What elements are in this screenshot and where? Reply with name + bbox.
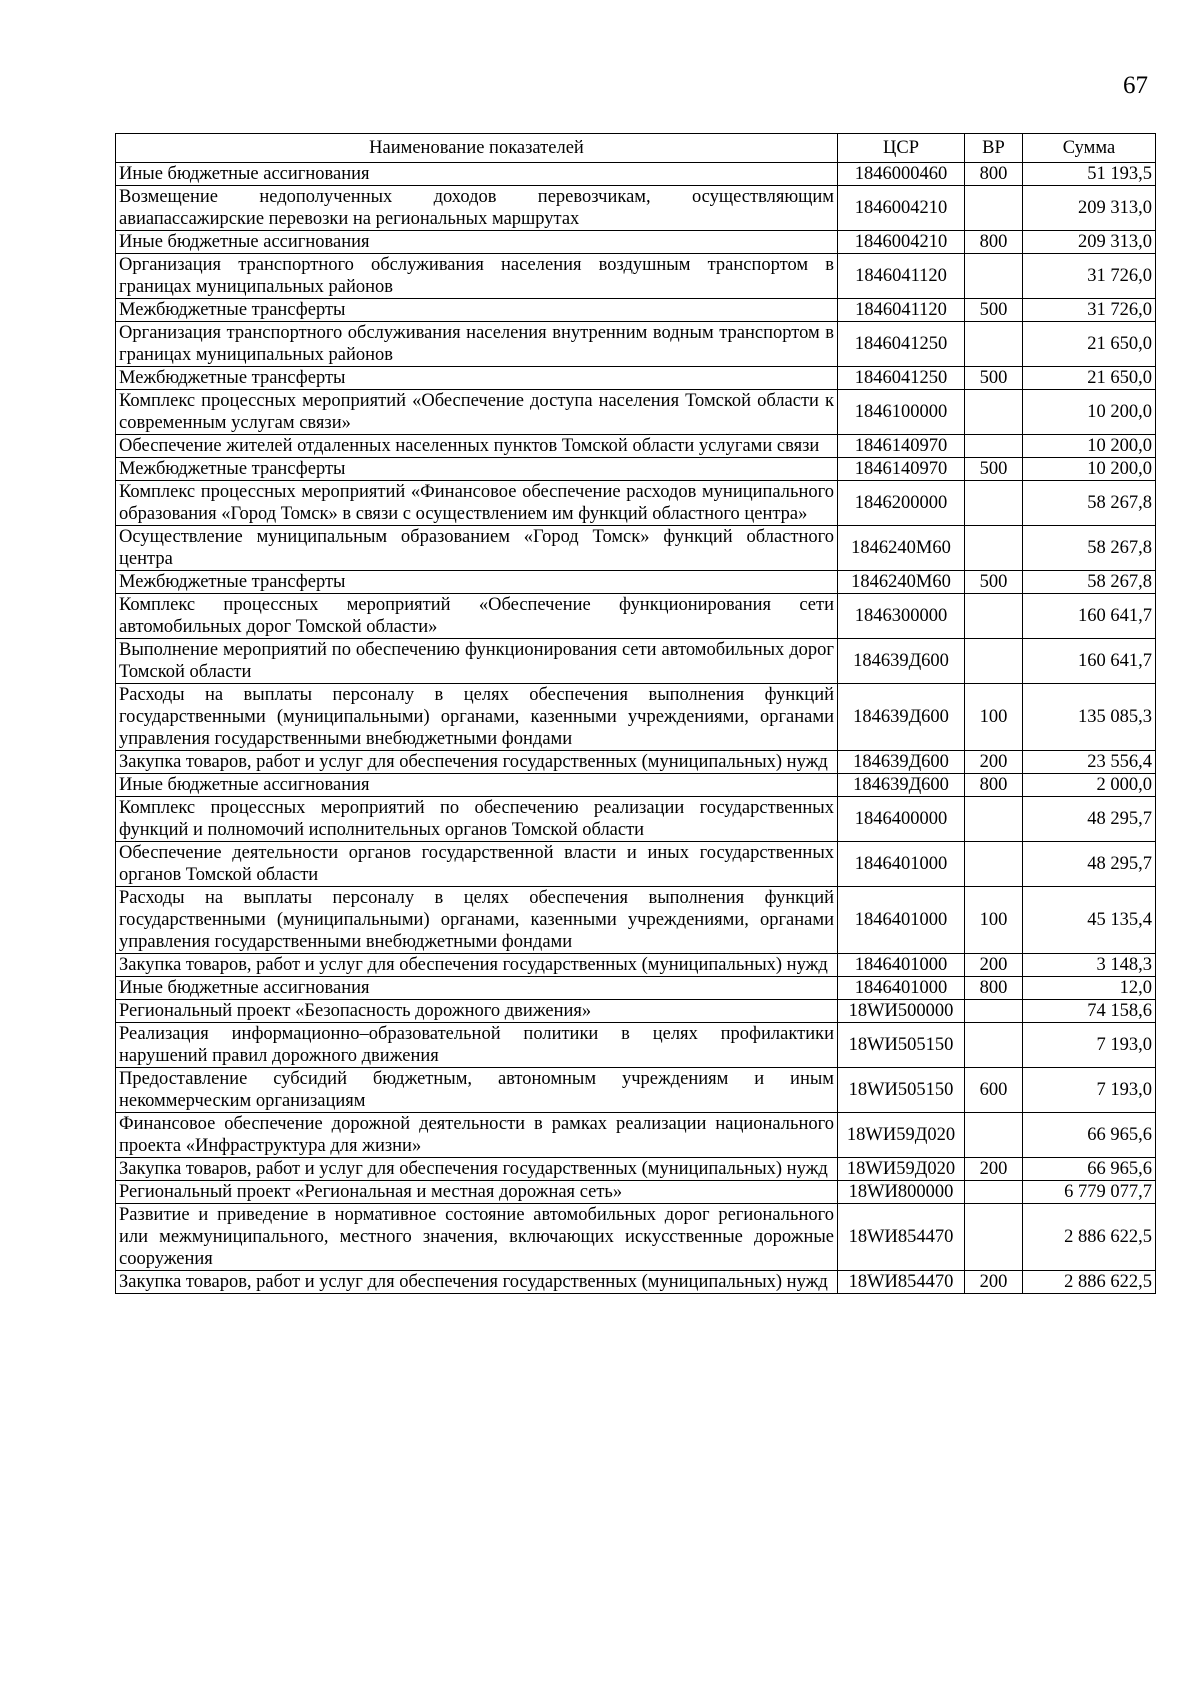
row-name: Иные бюджетные ассигнования [116,163,838,186]
row-sum: 3 148,3 [1023,954,1156,977]
row-csr: 1846004210 [838,186,965,231]
row-name: Межбюджетные трансферты [116,571,838,594]
row-name: Закупка товаров, работ и услуг для обеспечения государственных (муниципальных) нужд [116,954,838,977]
table-row [116,797,1156,842]
row-csr: 1846400000 [838,797,965,842]
table-row [116,887,1156,954]
row-vr: 200 [965,751,1023,774]
table-row [116,481,1156,526]
row-vr: 100 [965,887,1023,954]
row-vr: 600 [965,1068,1023,1113]
row-vr: 500 [965,299,1023,322]
row-name: Иные бюджетные ассигнования [116,231,838,254]
row-csr: 1846041120 [838,254,965,299]
row-sum: 160 641,7 [1023,594,1156,639]
row-csr: 1846000460 [838,163,965,186]
row-vr: 500 [965,571,1023,594]
table-row [116,231,1156,254]
row-sum: 48 295,7 [1023,797,1156,842]
row-name: Комплекс процессных мероприятий по обеспечению реализации государственных функций и полномочий исполнительных органов Томской области [116,797,838,842]
row-sum: 58 267,8 [1023,526,1156,571]
table-row [116,571,1156,594]
row-csr: 1846200000 [838,481,965,526]
row-name: Обеспечение жителей отдаленных населенных пунктов Томской области услугами связи [116,435,838,458]
row-csr: 1846401000 [838,887,965,954]
row-csr: 1846401000 [838,842,965,887]
row-name: Межбюджетные трансферты [116,458,838,481]
row-name: Выполнение мероприятий по обеспечению функционирования сети автомобильных дорог Томской области [116,639,838,684]
row-sum: 2 886 622,5 [1023,1271,1156,1294]
table-row [116,435,1156,458]
row-name: Региональный проект «Безопасность дорожного движения» [116,1000,838,1023]
row-csr: 184639Д600 [838,774,965,797]
row-csr: 18WИ505150 [838,1023,965,1068]
row-vr [965,435,1023,458]
row-csr: 18WИ800000 [838,1181,965,1204]
row-sum: 31 726,0 [1023,254,1156,299]
row-vr [965,594,1023,639]
row-csr: 1846004210 [838,231,965,254]
table-row [116,254,1156,299]
row-sum: 160 641,7 [1023,639,1156,684]
row-sum: 21 650,0 [1023,322,1156,367]
header-row [116,134,1156,163]
row-csr: 18WИ59Д020 [838,1113,965,1158]
row-name: Иные бюджетные ассигнования [116,977,838,1000]
table-row [116,458,1156,481]
row-name: Иные бюджетные ассигнования [116,774,838,797]
row-csr: 18WИ505150 [838,1068,965,1113]
row-vr: 200 [965,1158,1023,1181]
row-sum: 31 726,0 [1023,299,1156,322]
row-vr [965,526,1023,571]
row-csr: 1846041120 [838,299,965,322]
row-sum: 66 965,6 [1023,1158,1156,1181]
row-sum: 58 267,8 [1023,481,1156,526]
row-name: Обеспечение деятельности органов государственной власти и иных государственных органов Томской области [116,842,838,887]
row-csr: 18WИ59Д020 [838,1158,965,1181]
row-csr: 1846240М60 [838,571,965,594]
row-vr [965,1000,1023,1023]
row-csr: 1846041250 [838,367,965,390]
row-name: Расходы на выплаты персоналу в целях обеспечения выполнения функций государственными (муниципальными) органами, казенными учреждениями, органами управления государственными внебюджетными фондами [116,684,838,751]
table-row [116,639,1156,684]
row-vr [965,842,1023,887]
row-sum: 12,0 [1023,977,1156,1000]
row-sum: 7 193,0 [1023,1023,1156,1068]
table-row [116,526,1156,571]
row-sum: 23 556,4 [1023,751,1156,774]
table-body [116,163,1156,1294]
row-vr [965,1023,1023,1068]
row-name: Реализация информационно–образовательной политики в целях профилактики нарушений правил дорожного движения [116,1023,838,1068]
row-vr: 200 [965,1271,1023,1294]
row-name: Закупка товаров, работ и услуг для обеспечения государственных (муниципальных) нужд [116,1271,838,1294]
row-csr: 1846041250 [838,322,965,367]
row-vr: 100 [965,684,1023,751]
row-name: Организация транспортного обслуживания населения воздушным транспортом в границах муниципальных районов [116,254,838,299]
row-name: Закупка товаров, работ и услуг для обеспечения государственных (муниципальных) нужд [116,1158,838,1181]
table-row [116,954,1156,977]
table-row [116,1068,1156,1113]
table-row [116,1000,1156,1023]
row-name: Расходы на выплаты персоналу в целях обеспечения выполнения функций государственными (муниципальными) органами, казенными учреждениями, органами управления государственными внебюджетными фондами [116,887,838,954]
row-name: Организация транспортного обслуживания населения внутренним водным транспортом в границах муниципальных районов [116,322,838,367]
row-name: Межбюджетные трансферты [116,299,838,322]
table-header [116,134,1156,163]
row-vr: 800 [965,977,1023,1000]
row-vr [965,322,1023,367]
row-csr: 1846100000 [838,390,965,435]
row-name: Закупка товаров, работ и услуг для обеспечения государственных (муниципальных) нужд [116,751,838,774]
table-row [116,594,1156,639]
row-vr [965,390,1023,435]
row-sum: 135 085,3 [1023,684,1156,751]
table-row [116,684,1156,751]
row-sum: 6 779 077,7 [1023,1181,1156,1204]
row-vr: 800 [965,774,1023,797]
table-row [116,1271,1156,1294]
page-number: 67 [1123,72,1148,99]
row-sum: 10 200,0 [1023,435,1156,458]
row-sum: 10 200,0 [1023,390,1156,435]
row-csr: 1846401000 [838,954,965,977]
table-row [116,163,1156,186]
row-vr: 800 [965,163,1023,186]
table-row [116,299,1156,322]
table-row [116,186,1156,231]
row-name: Региональный проект «Региональная и местная дорожная сеть» [116,1181,838,1204]
table-row [116,1023,1156,1068]
row-vr [965,1181,1023,1204]
row-name: Предоставление субсидий бюджетным, автономным учреждениям и иным некоммерческим организациям [116,1068,838,1113]
row-name: Комплекс процессных мероприятий «Обеспечение функционирования сети автомобильных дорог Томской области» [116,594,838,639]
row-sum: 209 313,0 [1023,231,1156,254]
row-vr [965,1204,1023,1271]
table-row [116,1181,1156,1204]
row-sum: 2 000,0 [1023,774,1156,797]
table-row [116,1158,1156,1181]
row-csr: 18WИ500000 [838,1000,965,1023]
table-row [116,1204,1156,1271]
row-name: Финансовое обеспечение дорожной деятельности в рамках реализации национального проекта «Инфраструктура для жизни» [116,1113,838,1158]
table-row [116,751,1156,774]
row-name: Комплекс процессных мероприятий «Финансовое обеспечение расходов муниципального образования «Город Томск» в связи с осуществлением им функций областного центра» [116,481,838,526]
row-vr: 800 [965,231,1023,254]
row-sum: 209 313,0 [1023,186,1156,231]
row-csr: 184639Д600 [838,684,965,751]
row-csr: 1846240М60 [838,526,965,571]
header-vr: ВР [965,134,1023,163]
row-name: Комплекс процессных мероприятий «Обеспечение доступа населения Томской области к современным услугам связи» [116,390,838,435]
row-sum: 48 295,7 [1023,842,1156,887]
row-sum: 45 135,4 [1023,887,1156,954]
row-sum: 66 965,6 [1023,1113,1156,1158]
row-csr: 1846140970 [838,458,965,481]
row-vr: 500 [965,367,1023,390]
row-vr: 500 [965,458,1023,481]
row-name: Возмещение недополученных доходов перевозчикам, осуществляющим авиапассажирские перевозки на региональных маршрутах [116,186,838,231]
row-csr: 184639Д600 [838,751,965,774]
table-row [116,322,1156,367]
row-sum: 74 158,6 [1023,1000,1156,1023]
row-csr: 18WИ854470 [838,1204,965,1271]
row-sum: 10 200,0 [1023,458,1156,481]
row-sum: 7 193,0 [1023,1068,1156,1113]
row-name: Межбюджетные трансферты [116,367,838,390]
table-row [116,977,1156,1000]
row-vr [965,639,1023,684]
table-row [116,1113,1156,1158]
row-sum: 2 886 622,5 [1023,1204,1156,1271]
row-sum: 51 193,5 [1023,163,1156,186]
row-vr [965,1113,1023,1158]
row-vr [965,186,1023,231]
row-csr: 1846401000 [838,977,965,1000]
row-name: Развитие и приведение в нормативное состояние автомобильных дорог регионального или межмуниципального, местного значения, включающих искусственные дорожные сооружения [116,1204,838,1271]
row-sum: 21 650,0 [1023,367,1156,390]
table-row [116,367,1156,390]
row-csr: 1846300000 [838,594,965,639]
row-vr [965,254,1023,299]
row-name: Осуществление муниципальным образованием «Город Томск» функций областного центра [116,526,838,571]
row-vr [965,797,1023,842]
table-row [116,774,1156,797]
header-name: Наименование показателей [116,134,838,163]
header-sum: Сумма [1023,134,1156,163]
row-vr [965,481,1023,526]
header-csr: ЦСР [838,134,965,163]
row-csr: 18WИ854470 [838,1271,965,1294]
table-row [116,390,1156,435]
row-csr: 184639Д600 [838,639,965,684]
budget-table [115,133,1156,1294]
table-row [116,842,1156,887]
row-csr: 1846140970 [838,435,965,458]
row-vr: 200 [965,954,1023,977]
row-sum: 58 267,8 [1023,571,1156,594]
